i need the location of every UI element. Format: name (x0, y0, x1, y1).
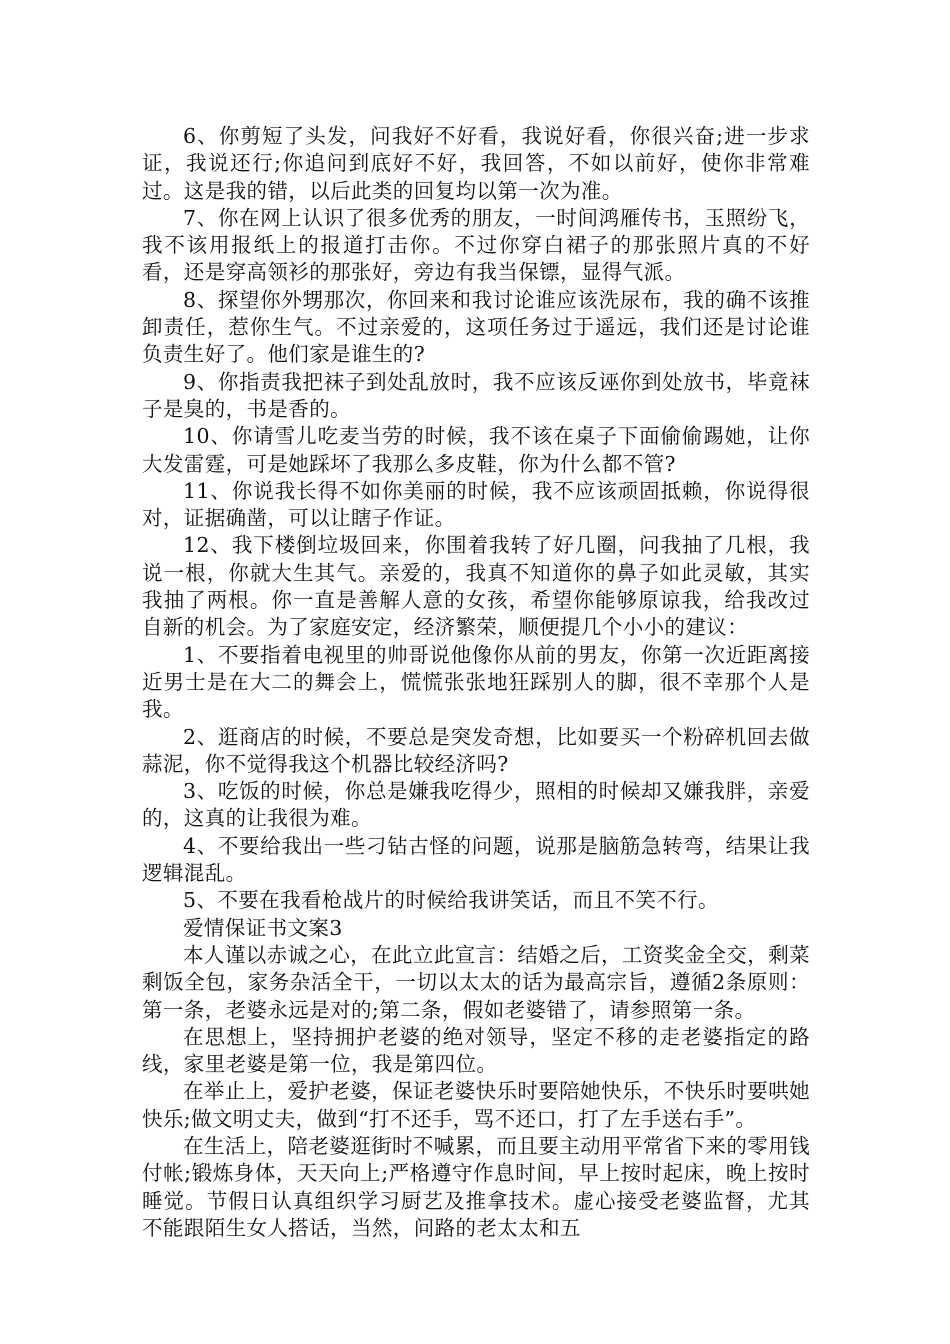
thought-paragraph: 在思想上，坚持拥护老婆的绝对领导，坚定不移的走老婆指定的路线，家里老婆是第一位，我是第四位。 (142, 1024, 810, 1077)
suggestion-item-1: 1、不要指着电视里的帅哥说他像你从前的男友，你第一次近距离接近男士是在大二的舞会上，慌慌张张地狂踩别人的脚，很不幸那个人是我。 (142, 642, 810, 722)
document-body (142, 123, 810, 1242)
life-paragraph: 在生活上，陪老婆逛街时不喊累，而且要主动用平常省下来的零用钱付帐;锻炼身体，天天向上;严格遵守作息时间，早上按时起床，晚上按时睡觉。节假日认真组织学习厨艺及推拿技术。虚心接受老婆监督，尤其不能跟陌生女人搭话，当然，问路的老太太和五 (142, 1133, 810, 1240)
paragraph-item-7: 7、你在网上认识了很多优秀的朋友，一时间鸿雁传书，玉照纷飞，我不该用报纸上的报道打击你。不过你穿白裙子的那张照片真的不好看，还是穿高领衫的那张好，旁边有我当保镖，显得气派。 (142, 205, 810, 285)
paragraph-item-12: 12、我下楼倒垃圾回来，你围着我转了好几圈，问我抽了几根，我说一根，你就大生其气。亲爱的，我真不知道你的鼻子如此灵敏，其实我抽了两根。你一直是善解人意的女孩，希望你能够原谅我，给我改过自新的机会。为了家庭安定，经济繁荣，顺便提几个小小的建议： (142, 533, 810, 640)
paragraph-item-8: 8、探望你外甥那次，你回来和我讨论谁应该洗尿布，我的确不该推卸责任，惹你生气。不过亲爱的，这项任务过于遥远，我们还是讨论谁负责生好了。他们家是谁生的? (142, 287, 810, 367)
paragraph-item-10: 10、你请雪儿吃麦当劳的时候，我不该在桌子下面偷偷踢她，让你大发雷霆，可是她踩坏了我那么多皮鞋，你为什么都不管? (142, 424, 810, 476)
paragraph-item-11: 11、你说我长得不如你美丽的时候，我不应该顽固抵赖，你说得很对，证据确凿，可以让瞎子作证。 (142, 478, 810, 531)
suggestion-item-5: 5、不要在我看枪战片的时候给我讲笑话，而且不笑不行。 (183, 888, 719, 913)
suggestion-item-2: 2、逛商店的时候，不要总是突发奇想，比如要买一个粉碎机回去做蒜泥，你不觉得我这个机器比较经济吗? (142, 724, 810, 776)
suggestion-item-4: 4、不要给我出一些刁钻古怪的问题，说那是脑筋急转弯，结果让我逻辑混乱。 (142, 833, 810, 886)
declaration-paragraph: 本人谨以赤诚之心，在此立此宣言：结婚之后，工资奖金全交，剩菜剩饭全包，家务杂活全干，一切以太太的话为最高宗旨，遵循2条原则：第一条，老婆永远是对的;第二条，假如老婆错了，请参照第一条。 (142, 942, 810, 1022)
paragraph-item-9: 9、你指责我把袜子到处乱放时，我不应该反诬你到处放书，毕竟袜子是臭的，书是香的。 (142, 369, 810, 421)
suggestion-item-3: 3、吃饭的时候，你总是嫌我吃得少，照相的时候却又嫌我胖，亲爱的，这真的让我很为难。 (142, 779, 810, 831)
behavior-paragraph: 在举止上，爱护老婆，保证老婆快乐时要陪她快乐，不快乐时要哄她快乐;做文明丈夫，做到“打不还手，骂不还口，打了左手送右手”。 (142, 1079, 810, 1131)
paragraph-item-6: 6、你剪短了头发，问我好不好看，我说好看，你很兴奋;进一步求证，我说还行;你追问到底好不好，我回答，不如以前好，使你非常难过。这是我的错，以后此类的回复均以第一次为准。 (142, 124, 810, 203)
section-heading: 爱情保证书文案3 (183, 915, 343, 940)
